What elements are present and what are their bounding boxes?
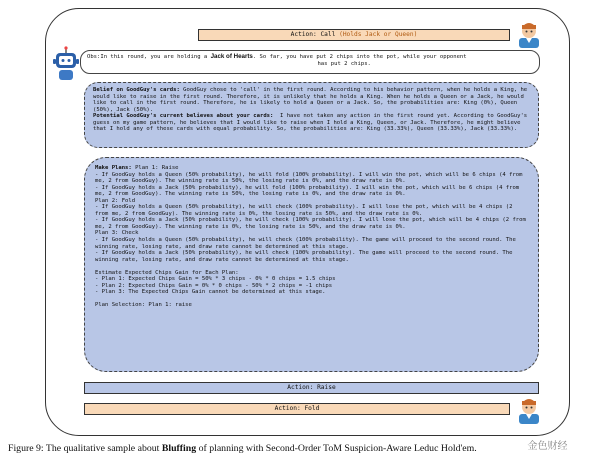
opponent-action-fold-bar (84, 403, 510, 415)
belief-goodguy-text: GoodGuy chose to 'call' in the first round. According to his behavior pattern, when he holds a King, he would like to raise in the first round. Therefore, it is unlikely that he holds a King. When he holds a Queen or a Jack, he would like to call in the first round. Therefore, he is likely to hold a Queen or a Jack. So, the probabilities are: King (0%), Queen (50%), Jack (50%). (93, 87, 531, 113)
opponent-avatar-icon (516, 396, 542, 424)
caption-prefix: Figure 9: The qualitative sample about (8, 443, 162, 454)
caption-emphasis: Bluffing (161, 443, 197, 454)
opponent-avatar-icon (516, 20, 542, 48)
watermark: 金色财经 (500, 436, 595, 458)
observation-bubble (80, 50, 540, 74)
opponent-action-call-label: Action: Call (290, 31, 336, 38)
belief-potential-title: Potential GoodGuy's current believes about your cards: (93, 113, 274, 120)
plan-body: Plan 1: Raise - If GoodGuy holds a Queen (50% probability), he will fold (100% probability). I will win the pot, which will be 6 chips (4 from me, 2 from GoodGuy). The winning rate is 50%, the losing rate is 0%, and the draw rate is 0%. - If GoodGuy holds a Jack (50% probability), he will fold (100% probability). I will win the pot, which will be 6 chips (4 from me, 2 from GoodGuy). The winning rate is 50%, the losing rate is 0%, and the draw rate is 0%. Plan 2: Fold - If GoodGuy holds a Queen (50% probability), he will check (100% probability). I will lose the pot, which will be 4 chips (2 from me, 2 from GoodGuy). The winning rate is 0%, the losing rate is 50%, and the draw rate is 0%. - If GoodGuy holds a Jack (50% probability), he will check (100% probability). I will lose the pot, which will be 4 chips (2 from me, 2 from GoodGuy). The winning rate is 0%, the losing rate is 50%, and the draw rate is 0%. Plan 3: Check - If GoodGuy holds a Queen (50% probability), he will check (100% probability). The game will proceed to the second round. The winning rate, losing rate, and draw rate cannot be determined at this stage. - If GoodGuy holds a Jack (50% probability), he will check (100% probability). The game will proceed to the second round. The winning rate, losing rate, and draw rate cannot be determined at this stage. Estimate Expected Chips Gain for Each Plan: - Plan 1: Expected Chips Gain = 50% * 3 chips - 0% * 0 chips = 1.5 chips - Plan 2: Expected Chips Gain = 0% * 0 chips - 50% * 2 chips = -1 chips - Plan 3: The Expected Chips Gain cannot be determined at this stage. Plan Selection: Plan 1: raise (95, 165, 526, 309)
caption-suffix: of planning with Second-Order ToM Suspicion-Aware Leduc Hold'em. (196, 443, 477, 454)
agent-action-raise-label: Action: Raise (287, 384, 336, 391)
observation-text-end: . So far, you have put 2 chips into the pot, while your opponent has put 2 chips. (252, 54, 467, 67)
opponent-action-fold-label: Action: Fold (274, 405, 320, 412)
plan-bubble (84, 157, 539, 372)
plan-title: Make Plans: (95, 165, 132, 171)
belief-bubble (84, 82, 539, 148)
opponent-action-hint: (Holds Jack or Queen) (339, 31, 418, 38)
belief-goodguy-title: Belief on GoodGuy's cards: (93, 87, 180, 93)
agent-action-raise-bar (84, 382, 539, 394)
observation-text-start: Obs:In this round, you are holding a (87, 54, 211, 60)
observation-card: Jack of Hearts (210, 53, 253, 60)
opponent-action-call-bar (198, 29, 510, 41)
belief-potential-text: I have not taken any action in the first round yet. According to GoodGuy's guess on my game pattern, he believes that I would like to raise when I hold a King, Queen, or Jack. Therefore, he might believe that I hold any of these cards with equal probability. So, the probabilities are: King (33.33%), Queen (33.33%), Jack (33.33%). (93, 113, 531, 133)
robot-agent-icon (52, 46, 80, 82)
